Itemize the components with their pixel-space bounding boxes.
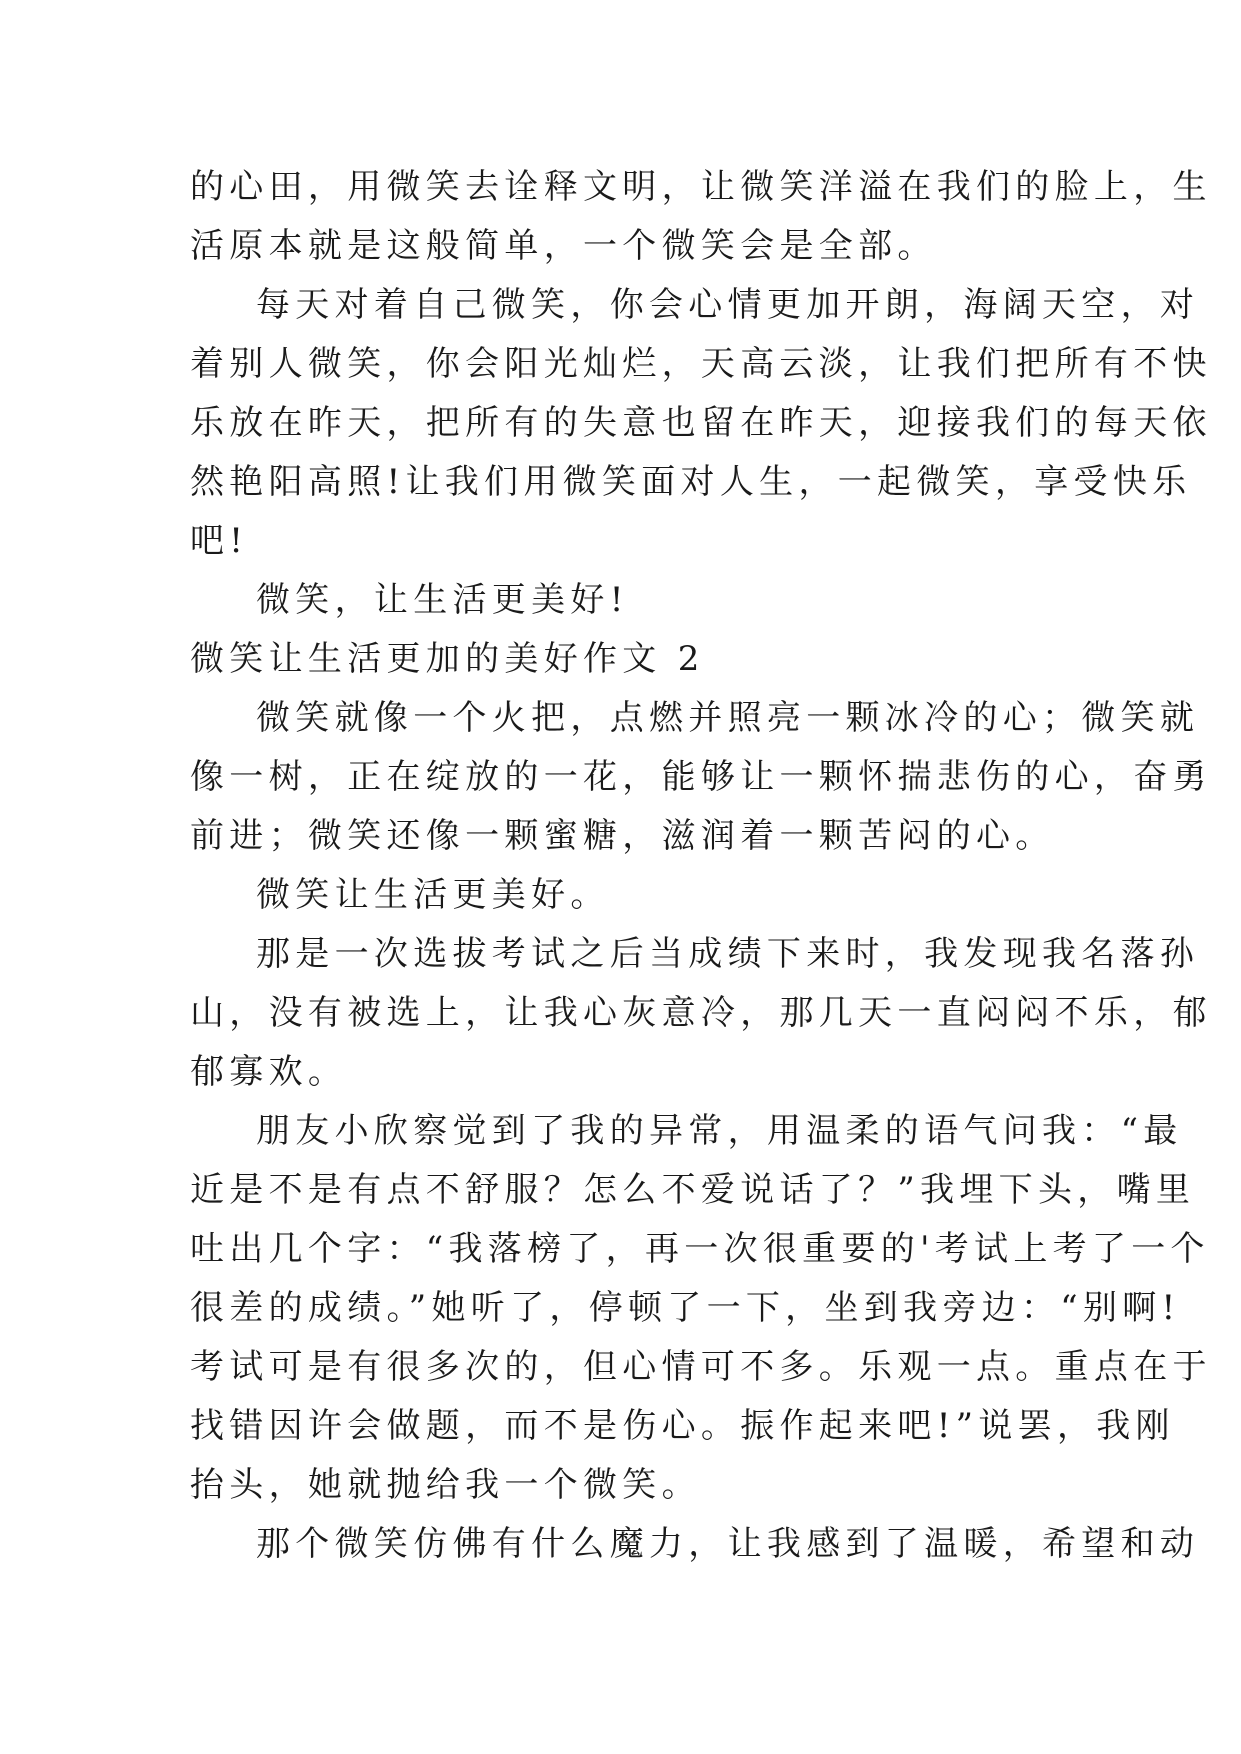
paragraph-start-line: 微笑就像一个火把，点燃并照亮一颗冰冷的心；微笑就 [256,698,1200,738]
text-line: 找错因许会做题，而不是伤心。振作起来吧!”说罢，我刚 [190,1406,1175,1446]
text-line: 山，没有被选上，让我心灰意冷，那几天一直闷闷不乐，郁 [190,993,1212,1033]
paragraph-start-line: 朋友小欣察觉到了我的异常，用温柔的语气问我：“最 [256,1111,1183,1151]
text-line: 的心田，用微笑去诠释文明，让微笑洋溢在我们的脸上，生 [190,167,1212,207]
text-line: 郁寡欢。 [190,1052,348,1092]
document-body [190,158,1212,1574]
text-line: 前进；微笑还像一颗蜜糖，滋润着一颗苦闷的心。 [190,816,1055,856]
paragraph-start-line: 微笑，让生活更美好! [256,580,629,620]
paragraph-start-line: 那是一次选拔考试之后当成绩下来时，我发现我名落孙 [256,934,1200,974]
paragraph-start-line: 那个微笑仿佛有什么魔力，让我感到了温暖，希望和动 [256,1524,1200,1564]
text-line: 近是不是有点不舒服？怎么不爱说话了？”我埋下头，嘴里 [190,1170,1196,1210]
text-line: 乐放在昨天，把所有的失意也留在昨天，迎接我们的每天依 [190,403,1212,443]
text-line: 着别人微笑，你会阳光灿烂，天高云淡，让我们把所有不快 [190,344,1212,384]
text-line: 抬头，她就抛给我一个微笑。 [190,1465,701,1505]
text-line: 很差的成绩。”她听了，停顿了一下，坐到我旁边：“别啊! [190,1288,1181,1328]
text-line: 考试可是有很多次的，但心情可不多。乐观一点。重点在于 [190,1347,1212,1387]
text-line: 吧! [190,521,249,561]
text-line: 像一树，正在绽放的一花，能够让一颗怀揣悲伤的心，奋勇 [190,757,1212,797]
text-line: 然艳阳高照!让我们用微笑面对人生，一起微笑，享受快乐 [190,462,1192,502]
text-line: 活原本就是这般简单，一个微笑会是全部。 [190,226,937,266]
text-line: 吐出几个字：“我落榜了，再一次很重要的'考试上考了一个 [190,1229,1210,1269]
paragraph-start-line: 微笑让生活更美好。 [256,875,610,915]
paragraph-start-line: 每天对着自己微笑，你会心情更加开朗，海阔天空，对 [256,285,1200,325]
section-title: 微笑让生活更加的美好作文 2 [190,639,705,679]
